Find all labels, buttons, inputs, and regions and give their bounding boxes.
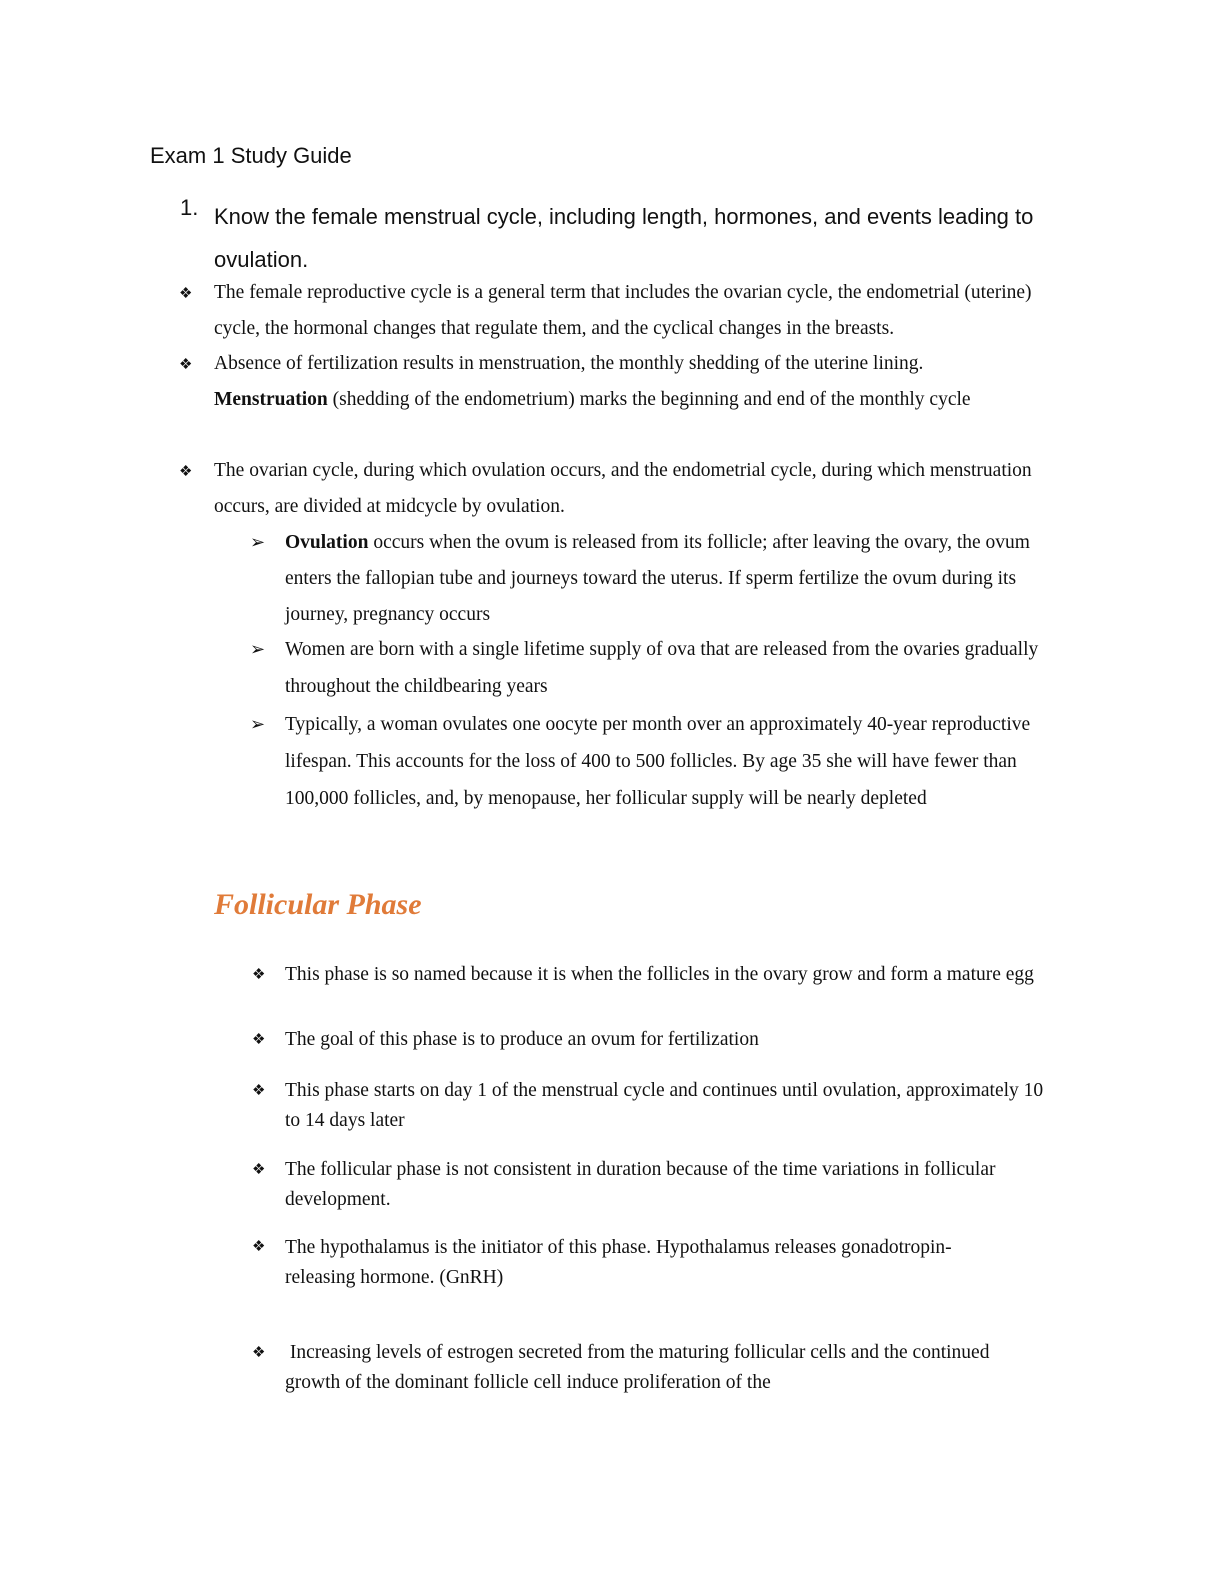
arrow-bullet-icon: ➢ — [250, 532, 266, 552]
question-number: 1. — [180, 195, 199, 220]
arrow-bullet-icon: ➢ — [250, 639, 266, 659]
bullet-diamond-icon: ❖ — [179, 286, 193, 302]
document-title: Exam 1 Study Guide — [150, 143, 352, 168]
bullet-diamond-icon: ❖ — [252, 1345, 266, 1361]
bullet-menstruation — [214, 346, 1074, 418]
bullet-diamond-icon: ❖ — [179, 464, 193, 480]
bullet-diamond-icon: ❖ — [252, 1032, 266, 1048]
bullet-menstruation-line1: Absence of fertilization results in menstruation, the monthly shedding of the uterine lining. — [214, 353, 924, 374]
term-ovulation: Ovulation — [285, 532, 369, 553]
bullet-reproductive-cycle: The female reproductive cycle is a general term that includes the ovarian cycle, the endometrial (uterine) cycle, the hormonal changes that regulate them, and the cyclical changes in the breasts. — [214, 282, 1032, 339]
subbullet-follicle-loss: Typically, a woman ovulates one oocyte per month over an approximately 40-year reproductive lifespan. This accounts for the loss of 400 to 500 follicles. By age 35 she will have fewer than 100,000 follicles, and, by menopause, her follicular supply will be nearly depleted — [285, 714, 1031, 809]
bullet-diamond-icon: ❖ — [252, 1162, 266, 1178]
bullet-diamond-icon: ❖ — [252, 1083, 266, 1099]
subbullet-ovulation — [285, 525, 1075, 633]
section-heading-follicular-phase: Follicular Phase — [214, 888, 422, 921]
subbullet-ovulation-rest: occurs when the ovum is released from its follicle; after leaving the ovary, the ovum enters the fallopian tube and journeys toward the uterus. If sperm fertilize the ovum during its journey, pregnancy occurs — [285, 532, 1030, 625]
term-menstruation: Menstruation — [214, 389, 328, 410]
follicular-item: The goal of this phase is to produce an ovum for fertilization — [285, 1029, 759, 1050]
follicular-item: Increasing levels of estrogen secreted from the maturing follicular cells and the continued growth of the dominant follicle cell induce proliferation of the — [285, 1342, 995, 1393]
follicular-item: This phase is so named because it is when the follicles in the ovary grow and form a mature egg — [285, 964, 1034, 985]
bullet-diamond-icon: ❖ — [252, 967, 266, 983]
subbullet-lifetime-supply: Women are born with a single lifetime supply of ova that are released from the ovaries gradually throughout the childbearing years — [285, 639, 1039, 697]
follicular-item: The follicular phase is not consistent in duration because of the time variations in follicular development. — [285, 1159, 996, 1210]
arrow-bullet-icon: ➢ — [250, 714, 266, 734]
bullet-diamond-icon: ❖ — [252, 1239, 266, 1255]
question-text: Know the female menstrual cycle, including length, hormones, and events leading to ovulation. — [214, 204, 1034, 272]
follicular-item: The hypothalamus is the initiator of this phase. Hypothalamus releases gonadotropin-releasing hormone. (GnRH) — [285, 1237, 952, 1288]
follicular-item: This phase starts on day 1 of the menstrual cycle and continues until ovulation, approximately 10 to 14 days later — [285, 1080, 1044, 1131]
bullet-menstruation-rest: (shedding of the endometrium) marks the beginning and end of the monthly cycle — [327, 389, 971, 410]
bullet-diamond-icon: ❖ — [179, 357, 193, 373]
bullet-ovarian-cycle: The ovarian cycle, during which ovulation occurs, and the endometrial cycle, during which menstruation occurs, are divided at midcycle by ovulation. — [214, 460, 1032, 517]
